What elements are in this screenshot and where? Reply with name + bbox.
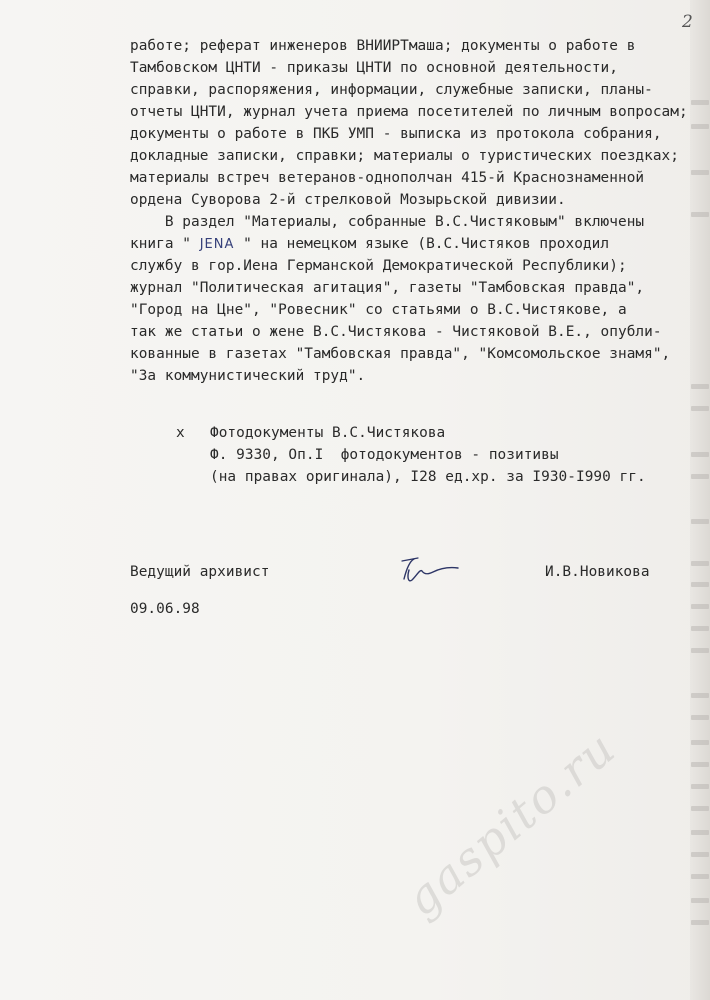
body-line: материалы встреч ветеранов-однополчан 415-й Краснознаменной [130,170,645,186]
body-line: "Город на Цне", "Ровесник" со статьями о В.С.Чистякове, а [130,302,627,318]
photo-section-volume: (на правах оригинала), I28 ед.хр. за I930-I990 гг. [210,469,646,485]
body-line: отчеты ЦНТИ, журнал учета приема посетителей по личным вопросам; [130,104,688,120]
paragraph-2-first-line: В раздел "Материалы, собранные В.С.Чистяковым" включены [130,214,645,230]
body-line: докладные записки, справки; материалы о туристических поездках; [130,148,679,164]
document-date: 09.06.98 [130,601,200,617]
body-line: службу в гор.Иена Германской Демократической Республики); [130,258,627,274]
handwritten-signature [398,553,460,587]
book-prefix: книга " [130,236,200,252]
page-number: 2 [682,12,693,32]
photo-section-fund: Ф. 9330, Оп.I фотодокументов - позитивы [210,447,559,463]
watermark: gaspito.ru [395,720,627,927]
photo-section-title: Фотодокументы В.С.Чистякова [210,425,446,441]
body-line: ордена Суворова 2-й стрелковой Мозырьской дивизии. [130,192,566,208]
list-marker: x [176,425,185,441]
book-suffix: " на немецком языке (В.С.Чистяков проходил [234,236,610,252]
signer-position: Ведущий архивист [130,564,270,580]
body-line: журнал "Политическая агитация", газеты "Тамбовская правда", [130,280,645,296]
body-line: Тамбовском ЦНТИ - приказы ЦНТИ по основной деятельности, [130,60,618,76]
signer-name: И.В.Новикова [545,564,650,580]
body-line: "За коммунистический труд". [130,368,366,384]
body-line: справки, распоряжения, информации, служебные записки, планы- [130,82,653,98]
handwritten-insert: JENA [199,237,235,252]
adjacent-page-edge [690,0,710,1000]
body-line: кованные в газетах "Тамбовская правда", "Комсомольское знамя", [130,346,671,362]
body-line: работе; реферат инженеров ВНИИРТмаша; документы о работе в [130,38,636,54]
body-line: так же статьи о жене В.С.Чистякова - Чистяковой В.Е., опубли- [130,324,662,340]
paragraph-2-line-book [130,235,609,254]
body-line: документы о работе в ПКБ УМП - выписка из протокола собрания, [130,126,662,142]
